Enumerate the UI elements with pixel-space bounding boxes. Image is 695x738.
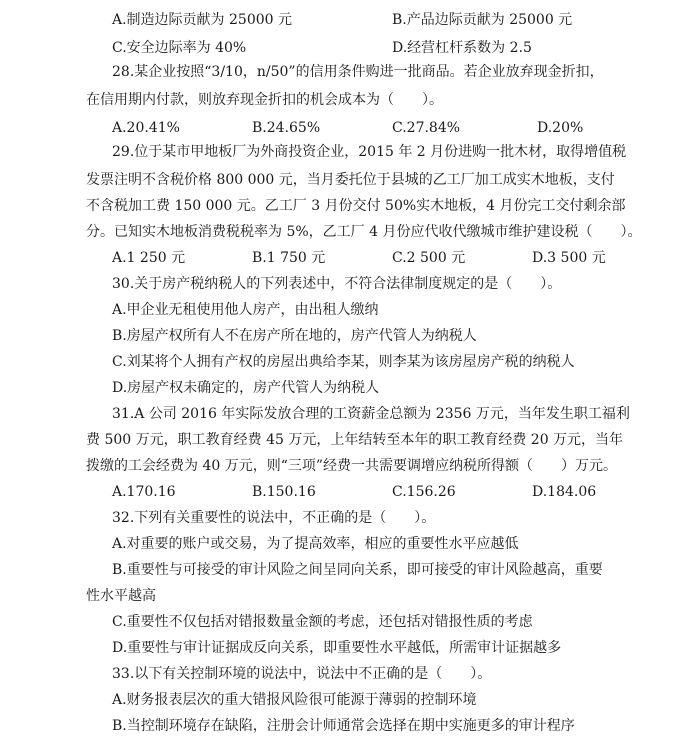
q27-option-c: C.安全边际率为 40% — [112, 40, 247, 56]
q31-stem-line1: 31.A 公司 2016 年实际发放合理的工资薪金总额为 2356 万元，当年发生职工福利 — [112, 406, 630, 422]
q28-stem-line2: 在信用期内付款，则放弃现金折扣的机会成本为（ ）。 — [86, 92, 443, 108]
q29-option-c: C.2 500 元 — [392, 250, 466, 266]
q31-option-c: C.156.26 — [392, 484, 456, 500]
q28-option-c: C.27.84% — [392, 120, 461, 136]
q29-stem-line3: 不含税加工费 150 000 元。乙工厂 3 月份交付 50%实木地板，4 月份完工交付剩余部 — [86, 198, 626, 214]
q30-option-d: D.房屋产权未确定的，房产代管人为纳税人 — [112, 380, 380, 396]
q31-option-d: D.184.06 — [532, 484, 597, 500]
q32-option-b-line2: 性水平越高 — [86, 588, 156, 604]
q28-option-d: D.20% — [537, 120, 584, 136]
q28-option-b: B.24.65% — [252, 120, 321, 136]
q29-option-a: A.1 250 元 — [112, 250, 186, 266]
q32-option-b-line1: B.重要性与可接受的审计风险之间呈同向关系，即可接受的审计风险越高，重要 — [112, 562, 603, 578]
q28-stem-line1: 28.某企业按照“3/10，n/50”的信用条件购进一批商品。若企业放弃现金折扣， — [112, 64, 604, 80]
q32-option-d: D.重要性与审计证据成反向关系，即重要性水平越低，所需审计证据越多 — [112, 640, 562, 656]
q29-option-b: B.1 750 元 — [252, 250, 326, 266]
q30-option-c: C.刘某将个人拥有产权的房屋出典给李某，则李某为该房屋房产税的纳税人 — [112, 354, 575, 370]
q31-stem-line2: 费 500 万元，职工教育经费 45 万元，上年结转至本年的职工教育经费 20 万元，当年 — [86, 432, 624, 448]
q31-stem-line3: 拨缴的工会经费为 40 万元，则“三项”经费一共需要调增应纳税所得额（ ）万元。 — [86, 458, 618, 474]
q29-option-d: D.3 500 元 — [532, 250, 606, 266]
q32-stem: 32.下列有关重要性的说法中，不正确的是（ ）。 — [112, 510, 436, 526]
q30-option-b: B.房屋产权所有人不在房产所在地的，房产代管人为纳税人 — [112, 328, 477, 344]
q27-option-b: B.产品边际贡献为 25000 元 — [392, 12, 573, 28]
q33-option-b: B.当控制环境存在缺陷，注册会计师通常会选择在期中实施更多的审计程序 — [112, 718, 575, 734]
q33-stem: 33.以下有关控制环境的说法中，说法中不正确的是（ ）。 — [112, 666, 492, 682]
q33-option-a: A.财务报表层次的重大错报风险很可能源于薄弱的控制环境 — [112, 692, 477, 708]
q29-stem-line2: 发票注明不含税价格 800 000 元，当月委托位于县城的乙工厂加工成实木地板，支付 — [86, 172, 615, 188]
q28-option-a: A.20.41% — [112, 120, 180, 136]
q27-option-d: D.经营杠杆系数为 2.5 — [392, 40, 532, 56]
q30-option-a: A.甲企业无租使用他人房产，由出租人缴纳 — [112, 302, 379, 318]
q29-stem-line1: 29.位于某市甲地板厂为外商投资企业，2015 年 2 月份进购一批木材，取得增值税 — [112, 144, 627, 160]
q27-option-a: A.制造边际贡献为 25000 元 — [112, 12, 292, 28]
q31-option-a: A.170.16 — [112, 484, 176, 500]
q32-option-a: A.对重要的账户或交易，为了提高效率，相应的重要性水平应越低 — [112, 536, 519, 552]
q29-stem-line4: 分。已知实木地板消费税税率为 5%，乙工厂 4 月份应代收代缴城市维护建设税（ ）。 — [86, 224, 642, 240]
q32-option-c: C.重要性不仅包括对错报数量金额的考虑，还包括对错报性质的考虑 — [112, 614, 533, 630]
q31-option-b: B.150.16 — [252, 484, 316, 500]
q30-stem: 30.关于房产税纳税人的下列表述中，不符合法律制度规定的是（ ）。 — [112, 276, 562, 292]
